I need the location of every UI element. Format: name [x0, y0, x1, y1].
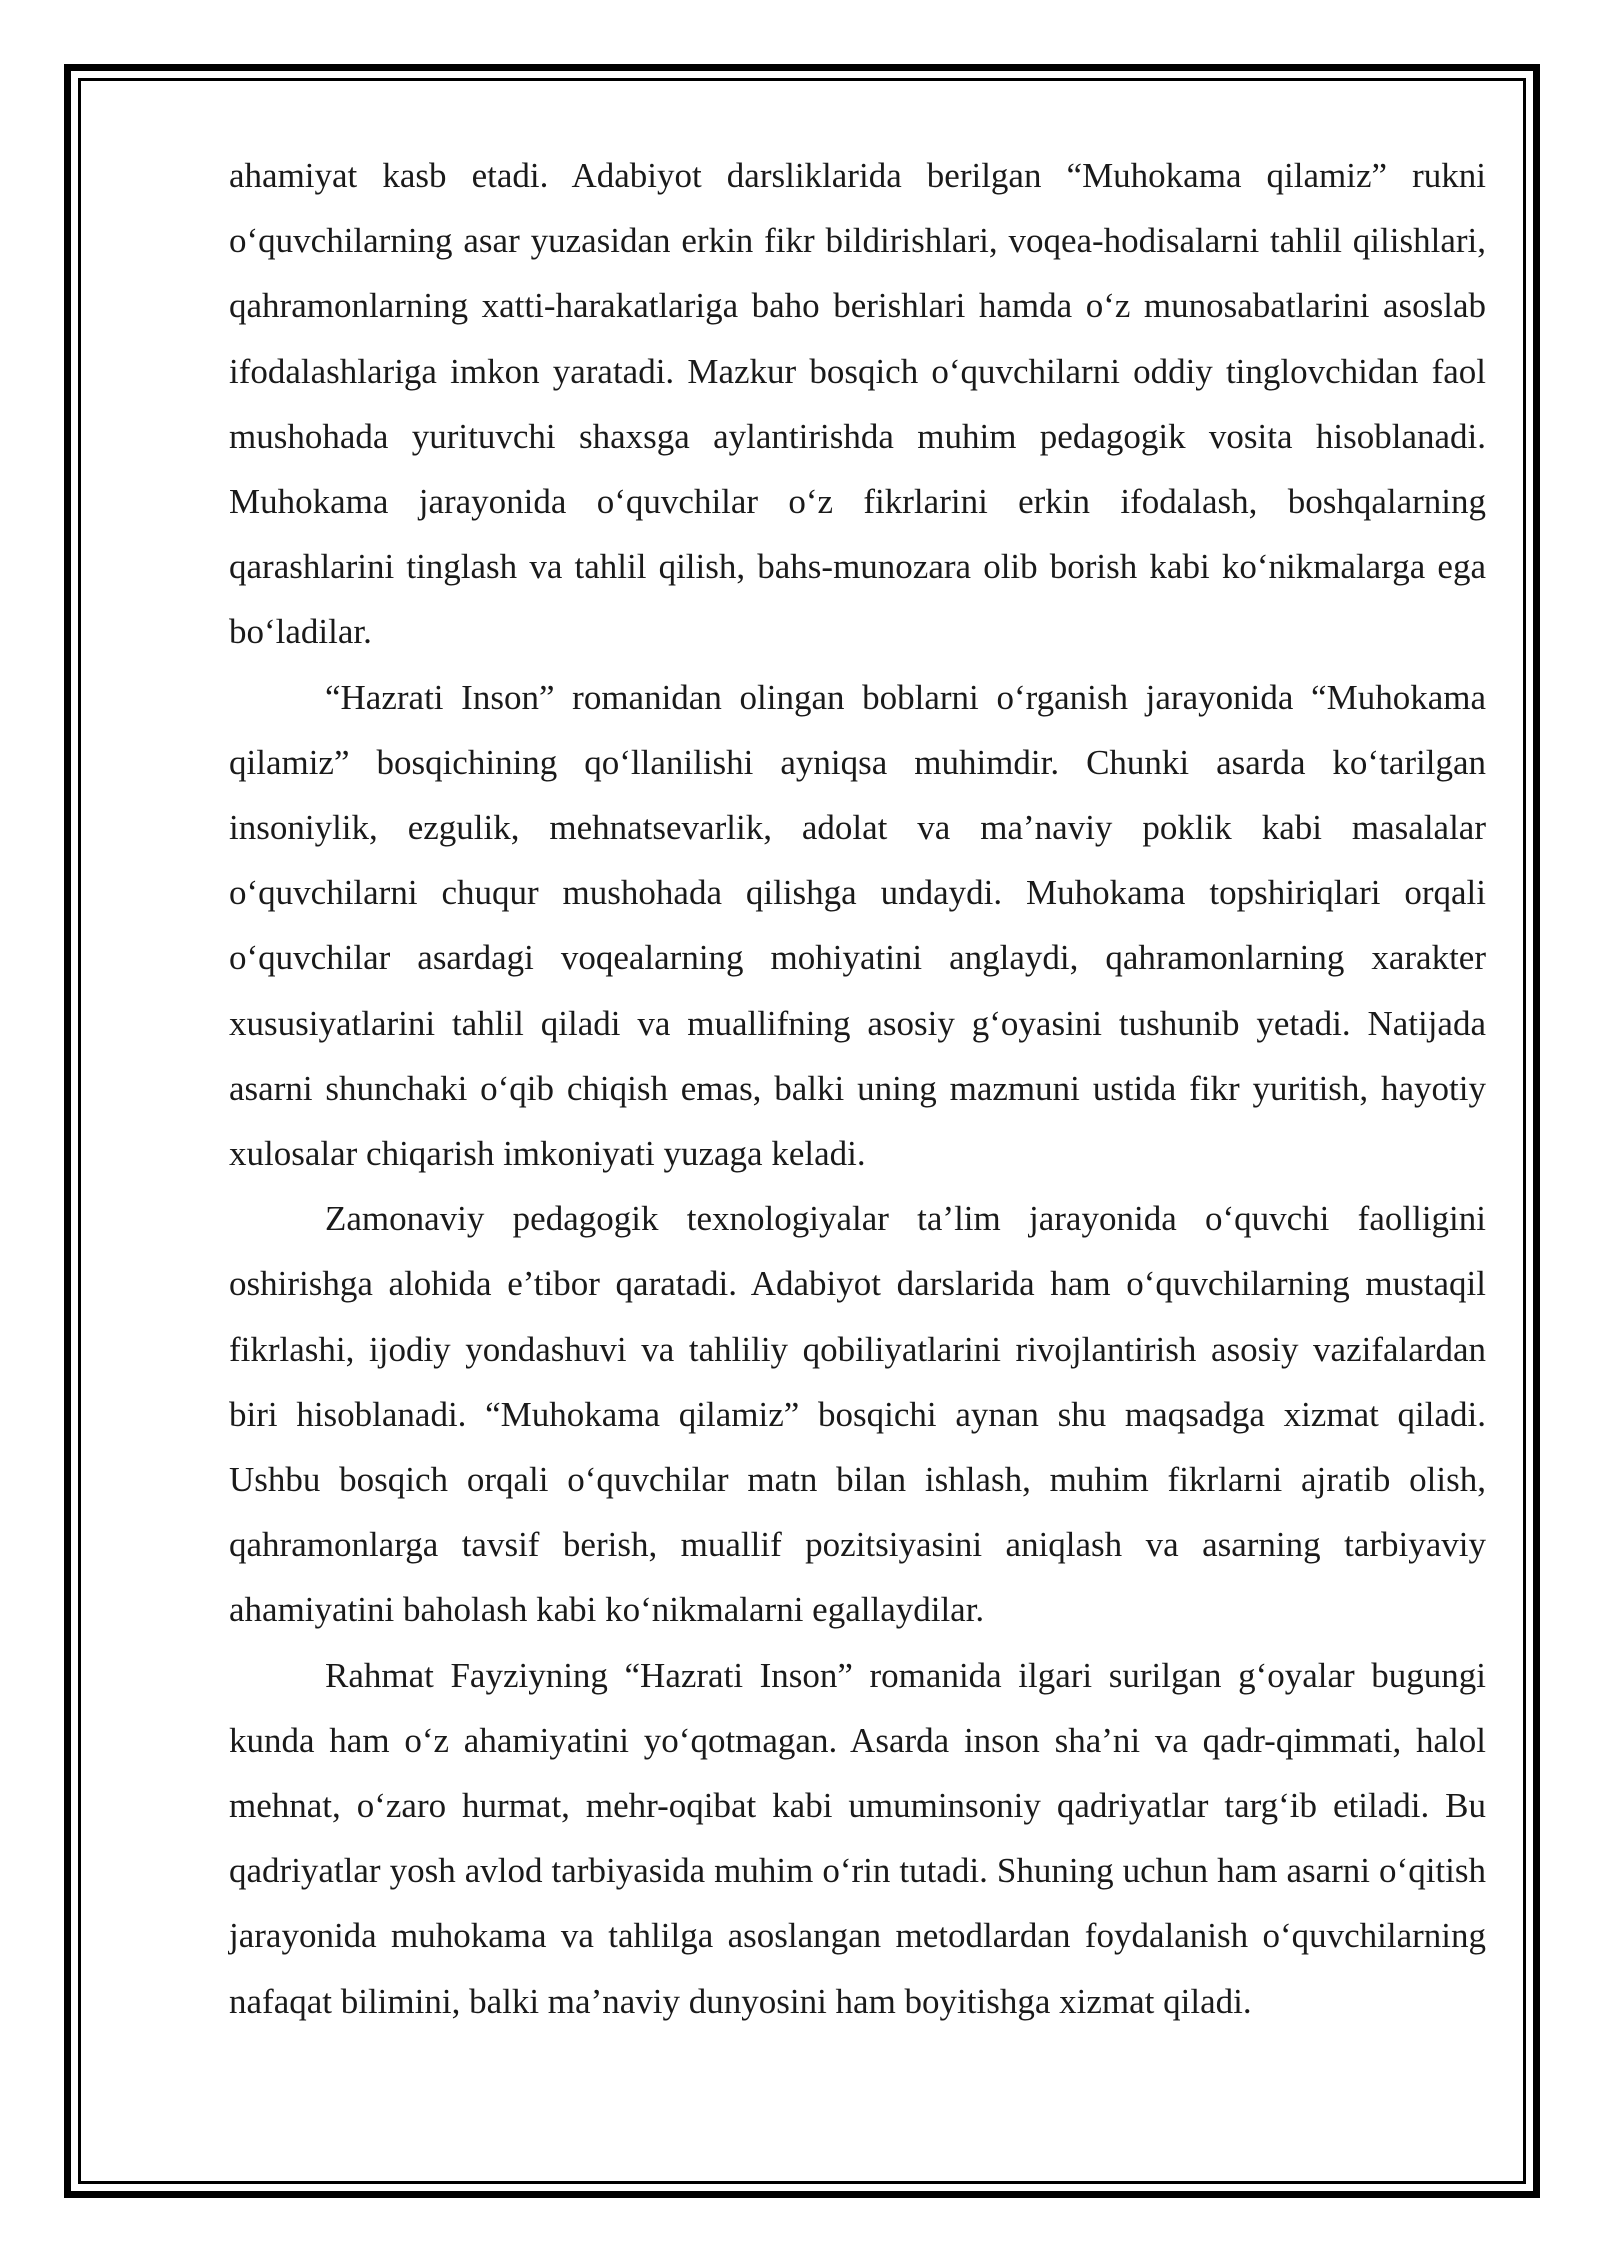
- paragraph-2: “Hazrati Inson” romanidan olingan boblarni o‘rganish jarayonida “Muhokama qilamiz” bosqichining qo‘llanilishi ayniqsa muhimdir. Chunki asarda ko‘tarilgan insoniylik, ezgulik, mehnatsevarlik, adolat va ma’naviy poklik kabi masalalar o‘quvchilarni chuqur mushohada qilishga undaydi. Muhokama topshiriqlari orqali o‘quvchilar asardagi voqealarning mohiyatini anglaydi, qahramonlarning xarakter xususiyatlarini tahlil qiladi va muallifning asosiy g‘oyasini tushunib yetadi. Natijada asarni shunchaki o‘qib chiqish emas, balki uning mazmuni ustida fikr yuritish, hayotiy xulosalar chiqarish imkoniyati yuzaga keladi.: [229, 677, 1486, 1174]
- paragraph-1: ahamiyat kasb etadi. Adabiyot darsliklarida berilgan “Muhokama qilamiz” rukni o‘quvchilarning asar yuzasidan erkin fikr bildirishlari, voqea-hodisalarni tahlil qilishlari, qahramonlarning xatti-harakatlariga baho berishlari hamda o‘z munosabatlarini asoslab ifodalashlariga imkon yaratadi. Mazkur bosqich o‘quvchilarni oddiy tinglovchidan faol mushohada yurituvchi shaxsga aylantirishda muhim pedagogik vosita hisoblanadi. Muhokama jarayonida o‘quvchilar o‘z fikrlarini erkin ifodalash, boshqalarning qarashlarini tinglash va tahlil qilish, bahs-munozara olib borish kabi ko‘nikmalarga ega bo‘ladilar.: [229, 156, 1486, 652]
- paragraph-4: Rahmat Fayziyning “Hazrati Inson” romanida ilgari surilgan g‘oyalar bugungi kunda ham o‘z ahamiyatini yo‘qotmagan. Asarda inson sha’ni va qadr-qimmati, halol mehnat, o‘zaro hurmat, mehr-oqibat kabi umuminsoniy qadriyatlar targ‘ib etiladi. Bu qadriyatlar yosh avlod tarbiyasida muhim o‘rin tutadi. Shuning uchun ham asarni o‘qitish jarayonida muhokama va tahlilga asoslangan metodlardan foydalanish o‘quvchilarning nafaqat bilimini, balki ma’naviy dunyosini ham boyitishga xizmat qiladi.: [229, 1655, 1486, 2021]
- paragraph-3: Zamonaviy pedagogik texnologiyalar ta’lim jarayonida o‘quvchi faolligini oshirishga alohida e’tibor qaratadi. Adabiyot darslarida ham o‘quvchilarning mustaqil fikrlashi, ijodiy yondashuvi va tahliliy qobiliyatlarini rivojlantirish asosiy vazifalardan biri hisoblanadi. “Muhokama qilamiz” bosqichi aynan shu maqsadga xizmat qiladi. Ushbu bosqich orqali o‘quvchilar matn bilan ishlash, muhim fikrlarni ajratib olish, qahramonlarga tavsif berish, muallif pozitsiyasini aniqlash va asarning tarbiyaviy ahamiyatini baholash kabi ko‘nikmalarni egallaydilar.: [229, 1199, 1486, 1630]
- document-body: [229, 143, 1486, 2034]
